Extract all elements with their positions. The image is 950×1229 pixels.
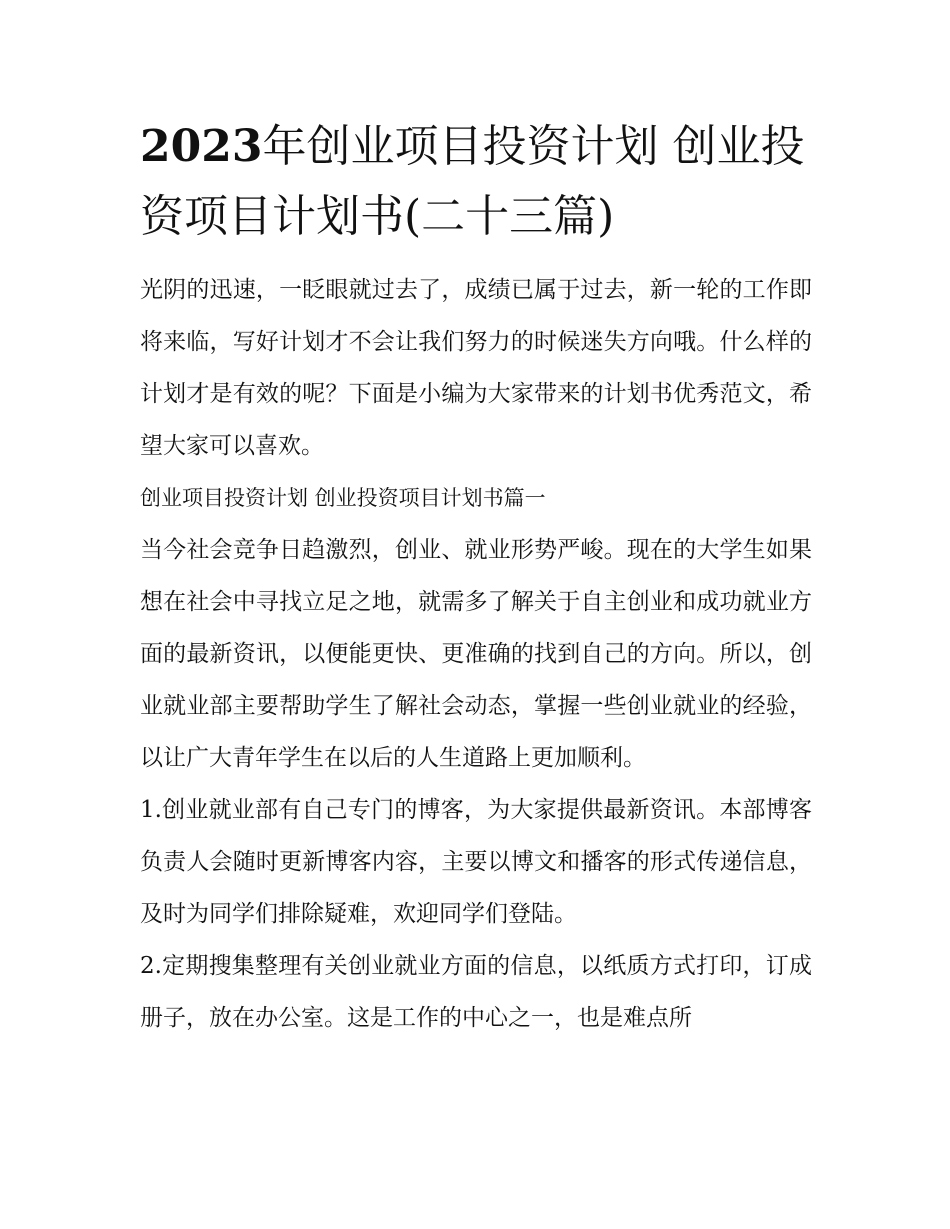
intro-paragraph: 光阴的迅速，一眨眼就过去了，成绩已属于过去，新一轮的工作即将来临，写好计划才不会让我们努力的时候迷失方向哦。什么样的计划才是有效的呢？下面是小编为大家带来的计划书优秀范文，希望大家可以喜欢。 [140, 277, 812, 459]
section-heading: 创业项目投资计划 创业投资项目计划书篇一 [140, 486, 546, 510]
list-item-2: 2.定期搜集整理有关创业就业方面的信息，以纸质方式打印，订成册子，放在办公室。这是工作的中心之一，也是难点所 [140, 953, 812, 1031]
title-text: 年创业项目投资计划 创业投资项目计划书(二十三篇) [140, 121, 805, 242]
body-paragraph: 当今社会竞争日趋激烈，创业、就业形势严峻。现在的大学生如果想在社会中寻找立足之地，就需多了解关于自主创业和成功就业方面的最新资讯，以便能更快、更准确的找到自己的方向。所以，创业就业部主要帮助学生了解社会动态，掌握一些创业就业的经验，以让广大青年学生在以后的人生道路上更加顺利。 [140, 537, 812, 771]
title-year: 2023 [140, 121, 263, 172]
list-item-1: 1.创业就业部有自己专门的博客，为大家提供最新资讯。本部博客负责人会随时更新博客内容，主要以博文和播客的形式传递信息，及时为同学们排除疑难，欢迎同学们登陆。 [140, 797, 812, 927]
document-body [140, 112, 812, 1044]
document-title [140, 112, 812, 252]
